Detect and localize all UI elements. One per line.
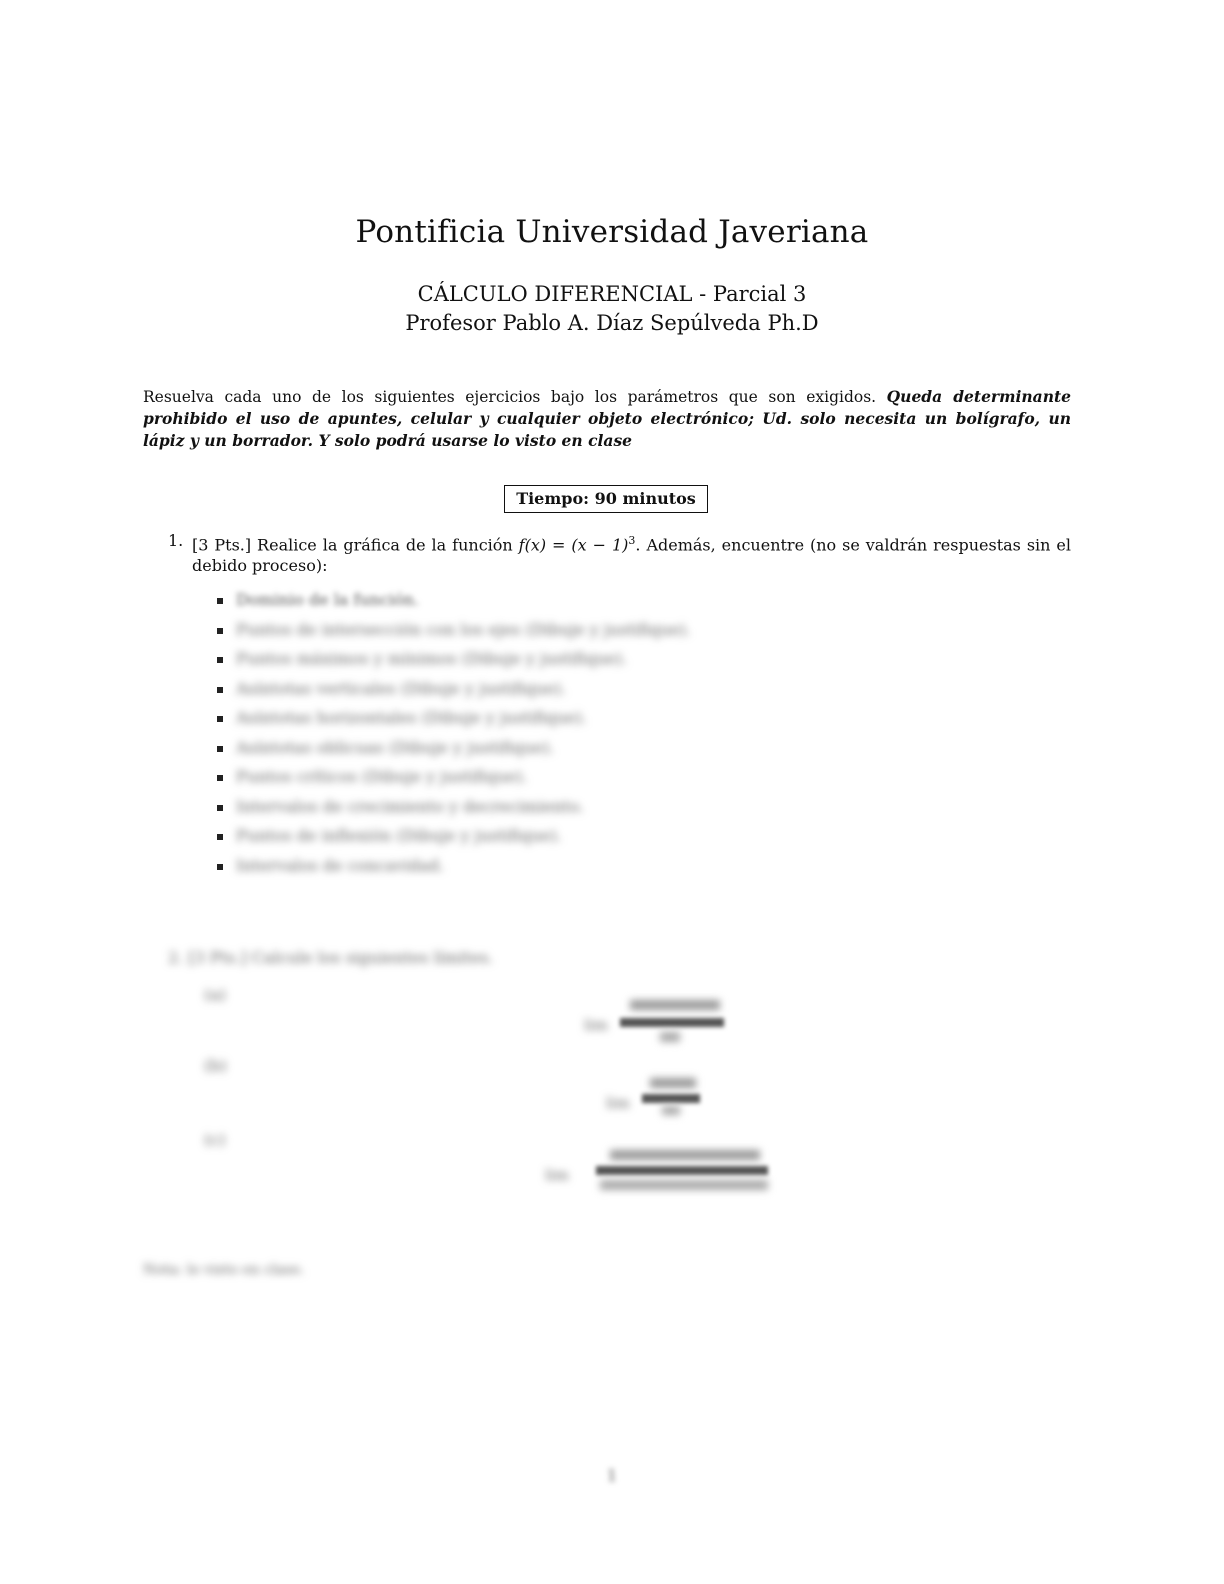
list-item: Dominio de la función. <box>214 590 691 620</box>
list-item: Intervalos de concavidad. <box>214 856 691 886</box>
limit-c-expression <box>596 1166 768 1175</box>
bullet-icon <box>217 657 223 663</box>
limit-b-expression <box>642 1094 700 1103</box>
bullet-icon <box>217 805 223 811</box>
limit-a-expression <box>620 1018 724 1027</box>
list-item: Puntos críticos (Dibuje y justifique). <box>214 767 691 797</box>
limit-a-lim: lim <box>584 1016 608 1034</box>
bullet-icon <box>217 834 223 840</box>
question-1-text-a: Realice la gráfica de la función <box>251 535 519 555</box>
limit-c-numerator <box>610 1150 760 1160</box>
limit-c-label: (c) <box>204 1130 226 1149</box>
limit-b-denominator <box>662 1106 680 1115</box>
instructions-text: Resuelva cada uno de los siguientes ejercicios bajo los parámetros que son exigidos. <box>143 388 887 406</box>
question-1-statement <box>192 530 1071 576</box>
bullet-icon <box>217 598 223 604</box>
list-item: Intervalos de crecimiento y decrecimiento. <box>214 797 691 827</box>
question-1-points: [3 Pts.] <box>192 535 252 555</box>
list-item: Asíntotas horizontales (Dibuje y justifique). <box>214 708 691 738</box>
limit-b-label: (b) <box>204 1056 227 1075</box>
instructions-paragraph <box>143 386 1071 452</box>
bullet-icon <box>217 746 223 752</box>
instructions-emphasis: Queda determinante prohibido el uso de apuntes, celular y cualquier objeto electrónico; Ud. solo necesita un bolígrafo, un lápiz y un borrador. Y solo podrá usarse lo visto en clase <box>143 387 1071 450</box>
university-title: Pontificia Universidad Javeriana <box>355 214 869 250</box>
list-item: Puntos máximos y mínimos (Dibuje y justifique). <box>214 649 691 679</box>
question-2-header: 2. [3 Pts.] Calcule los siguientes límites. <box>168 948 494 967</box>
list-item: Puntos de intersección con los ejes (Dibuje y justifique). <box>214 620 691 650</box>
list-item: Puntos de inflexión (Dibuje y justifique). <box>214 826 691 856</box>
limit-a-denominator <box>660 1032 680 1042</box>
bullet-icon <box>217 687 223 693</box>
function-exponent: 3 <box>628 534 636 547</box>
function-expression: f(x) = (x − 1) <box>518 535 629 555</box>
bullet-icon <box>217 864 223 870</box>
question-1-number: 1. <box>168 531 184 550</box>
limit-b-lim: lim <box>606 1094 630 1112</box>
list-item: Asíntotas verticales (Dibuje y justifique). <box>214 679 691 709</box>
course-title: CÁLCULO DIFERENCIAL - Parcial 3 <box>417 282 807 306</box>
question-1-text-b: . Además, encuentre (no se valdrán respuestas sin el debido proceso): <box>192 535 1071 576</box>
bullet-icon <box>217 628 223 634</box>
question-1-items <box>214 590 691 885</box>
page-number: 1 <box>606 1466 618 1485</box>
limit-a-label: (a) <box>204 985 227 1004</box>
bullet-icon <box>217 716 223 722</box>
limit-b-numerator <box>650 1078 696 1088</box>
limit-c-denominator <box>600 1180 768 1190</box>
professor-name: Profesor Pablo A. Díaz Sepúlveda Ph.D <box>405 311 819 335</box>
bullet-icon <box>217 775 223 781</box>
list-item: Asíntotas oblicuas (Dibuje y justifique). <box>214 738 691 768</box>
limit-a-numerator <box>630 1000 720 1010</box>
footnote: Nota: lo visto en clase. <box>143 1262 305 1278</box>
time-limit-box: Tiempo: 90 minutos <box>504 485 708 513</box>
limit-c-lim: lim <box>545 1166 569 1184</box>
